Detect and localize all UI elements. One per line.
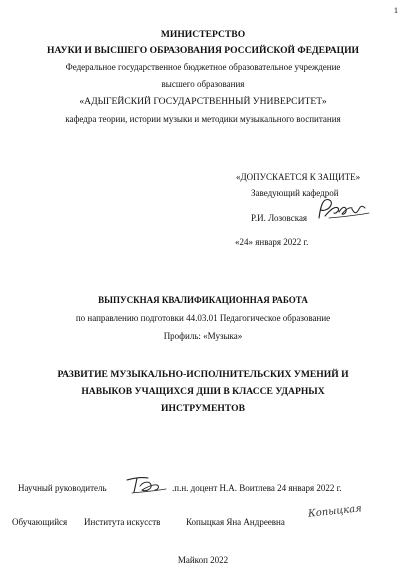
work-profile: Профиль: «Музыка» xyxy=(163,331,243,341)
supervisor-details: .п.н. доцент Н.А. Воитлева 24 января 2022 г. xyxy=(172,483,342,493)
institution-type: Федеральное государственное бюджетное образовательное учреждение xyxy=(65,62,341,72)
ministry-full-title: НАУКИ И ВЫСШЕГО ОБРАЗОВАНИЯ РОССИЙСКОЙ ФЕДЕРАЦИИ xyxy=(46,45,360,56)
topic-line-3: ИНСТРУМЕНТОВ xyxy=(161,403,245,414)
head-signature xyxy=(315,196,375,226)
approval-role: Заведующий кафедрой xyxy=(251,188,339,198)
department-name: кафедра теории, истории музыки и методики музыкального воспитания xyxy=(65,114,341,124)
education-level: высшего образования xyxy=(161,79,245,89)
work-direction: по направлению подготовки 44.03.01 Педагогическое образование xyxy=(75,313,331,323)
work-type: ВЫПУСКНАЯ КВАЛИФИКАЦИОННАЯ РАБОТА xyxy=(98,295,308,305)
student-name: Копыцкая Яна Андреевна xyxy=(186,517,285,527)
supervisor-signature xyxy=(124,472,170,498)
supervisor-label: Научный руководитель xyxy=(18,483,107,493)
university-name: «АДЫГЕЙСКИЙ ГОСУДАРСТВЕННЫЙ УНИВЕРСИТЕТ» xyxy=(79,96,327,107)
ministry-title: МИНИСТЕРСТВО xyxy=(160,29,246,40)
student-signature: Копыцкая xyxy=(307,503,363,520)
page-number: 1 xyxy=(393,6,398,15)
approval-date: «24» января 2022 г. xyxy=(235,237,309,247)
student-institute: Института искусств xyxy=(84,517,161,527)
topic-line-1: РАЗВИТИЕ МУЗЫКАЛЬНО-ИСПОЛНИТЕЛЬСКИХ УМЕНИЙ И xyxy=(57,369,349,380)
approval-name: Р.И. Лозовская xyxy=(251,213,308,223)
student-label: Обучающийся xyxy=(12,517,68,527)
city-year: Майкоп 2022 xyxy=(177,555,229,565)
approval-title: «ДОПУСКАЕТСЯ К ЗАЩИТЕ» xyxy=(236,172,361,182)
topic-line-2: НАВЫКОВ УЧАЩИХСЯ ДШИ В КЛАССЕ УДАРНЫХ xyxy=(81,386,325,397)
